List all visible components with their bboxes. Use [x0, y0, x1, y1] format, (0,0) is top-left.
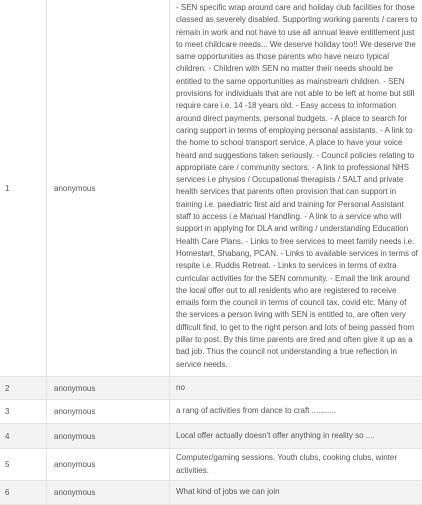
- respondent-name: anonymous: [54, 488, 96, 497]
- respondent-cell: [47, 377, 170, 399]
- respondent-cell: [47, 481, 170, 504]
- row-id-cell: [0, 0, 47, 376]
- response-text: What kind of jobs we can join: [176, 487, 280, 497]
- respondent-name: anonymous: [54, 460, 96, 469]
- respondent-name: anonymous: [54, 183, 96, 193]
- table-row: [0, 481, 422, 505]
- response-cell: [170, 449, 422, 480]
- response-text: - SEN specific wrap around care and holiday club facilities for those classed as severely disabled. Supporting working parents / carers to remain in work and not have to use all annual leave entitlement just to meet childcare needs... We deserve holiday too!! We deserve the same opportunities as those parents who have neuro typical children. - Children with SEN no matter their needs should be entitled to the same opportunities as mainstream children. - SEN provisions for individuals that are not able to be left at home but still require care i.e. 14 -18 years old. - Easy access to information around direct payments, personal budgets. - A place to search for caring support in terms of employing personal assistants. - A link to the home to school transport service, A place to have your voice heard and suggestions taken seriously. - Council policies relating to appropriate care / community sectors. - A link to professional NHS services i.e physios / Occupational therapists / SALT and private health services that parents often provision that can support in training i.e. paediatric first aid and training for Personal Assistant staff to access i.e Manual Handling. - A link to a service who will support in applying for DLA and writing / understanding Education Health Care Plans. - Links to free services to meet family needs i.e. Homestart, Shabang, PCAN. - Links to available services in terms of respite i.e. Ruddis Retreat. - Links to services in terms of extra curricular activities for the SEN community. - Email the link around the local offer out to all residents who are registered to receive emails form the council in terms of council tax, covid etc. Many of the services a person living with SEN is entitled to, are often very difficult find, to get to the right person and lots of being passed from pillar to post. By this time parents are tired and often give it up as a bad job. Thus the council not understanding a true reflection in service needs.: [176, 3, 418, 369]
- response-cell: [170, 400, 422, 423]
- response-cell: [170, 424, 422, 448]
- respondent-cell: [47, 400, 170, 423]
- response-text: Local offer actually doesn't offer anything in reality so ....: [176, 430, 375, 440]
- table-row: [0, 377, 422, 400]
- response-text: no: [176, 382, 185, 392]
- respondent-cell: [47, 424, 170, 448]
- respondent-name: anonymous: [54, 383, 96, 393]
- response-text: Computer/gaming sessions. Youth clubs, cooking clubs, winter activities.: [176, 453, 398, 475]
- response-cell: [170, 0, 422, 376]
- respondent-name: anonymous: [54, 431, 96, 441]
- response-cell: [170, 377, 422, 399]
- row-id-cell: [0, 481, 47, 504]
- respondent-name: anonymous: [54, 407, 96, 416]
- row-id-cell: [0, 400, 47, 423]
- table-row: [0, 400, 422, 424]
- row-id-cell: [0, 377, 47, 399]
- row-id-cell: [0, 449, 47, 480]
- respondent-cell: [47, 0, 170, 376]
- row-id: 5: [5, 460, 10, 469]
- row-id: 1: [5, 183, 10, 193]
- row-id: 3: [5, 407, 10, 416]
- response-cell: [170, 481, 422, 504]
- row-id: 2: [5, 383, 10, 393]
- row-id: 6: [5, 488, 10, 497]
- response-text: a rang of activities from dance to craft ...........: [176, 406, 337, 416]
- row-id-cell: [0, 424, 47, 448]
- row-id: 4: [5, 431, 10, 441]
- table-row: [0, 424, 422, 449]
- table-row: [0, 449, 422, 481]
- respondent-cell: [47, 449, 170, 480]
